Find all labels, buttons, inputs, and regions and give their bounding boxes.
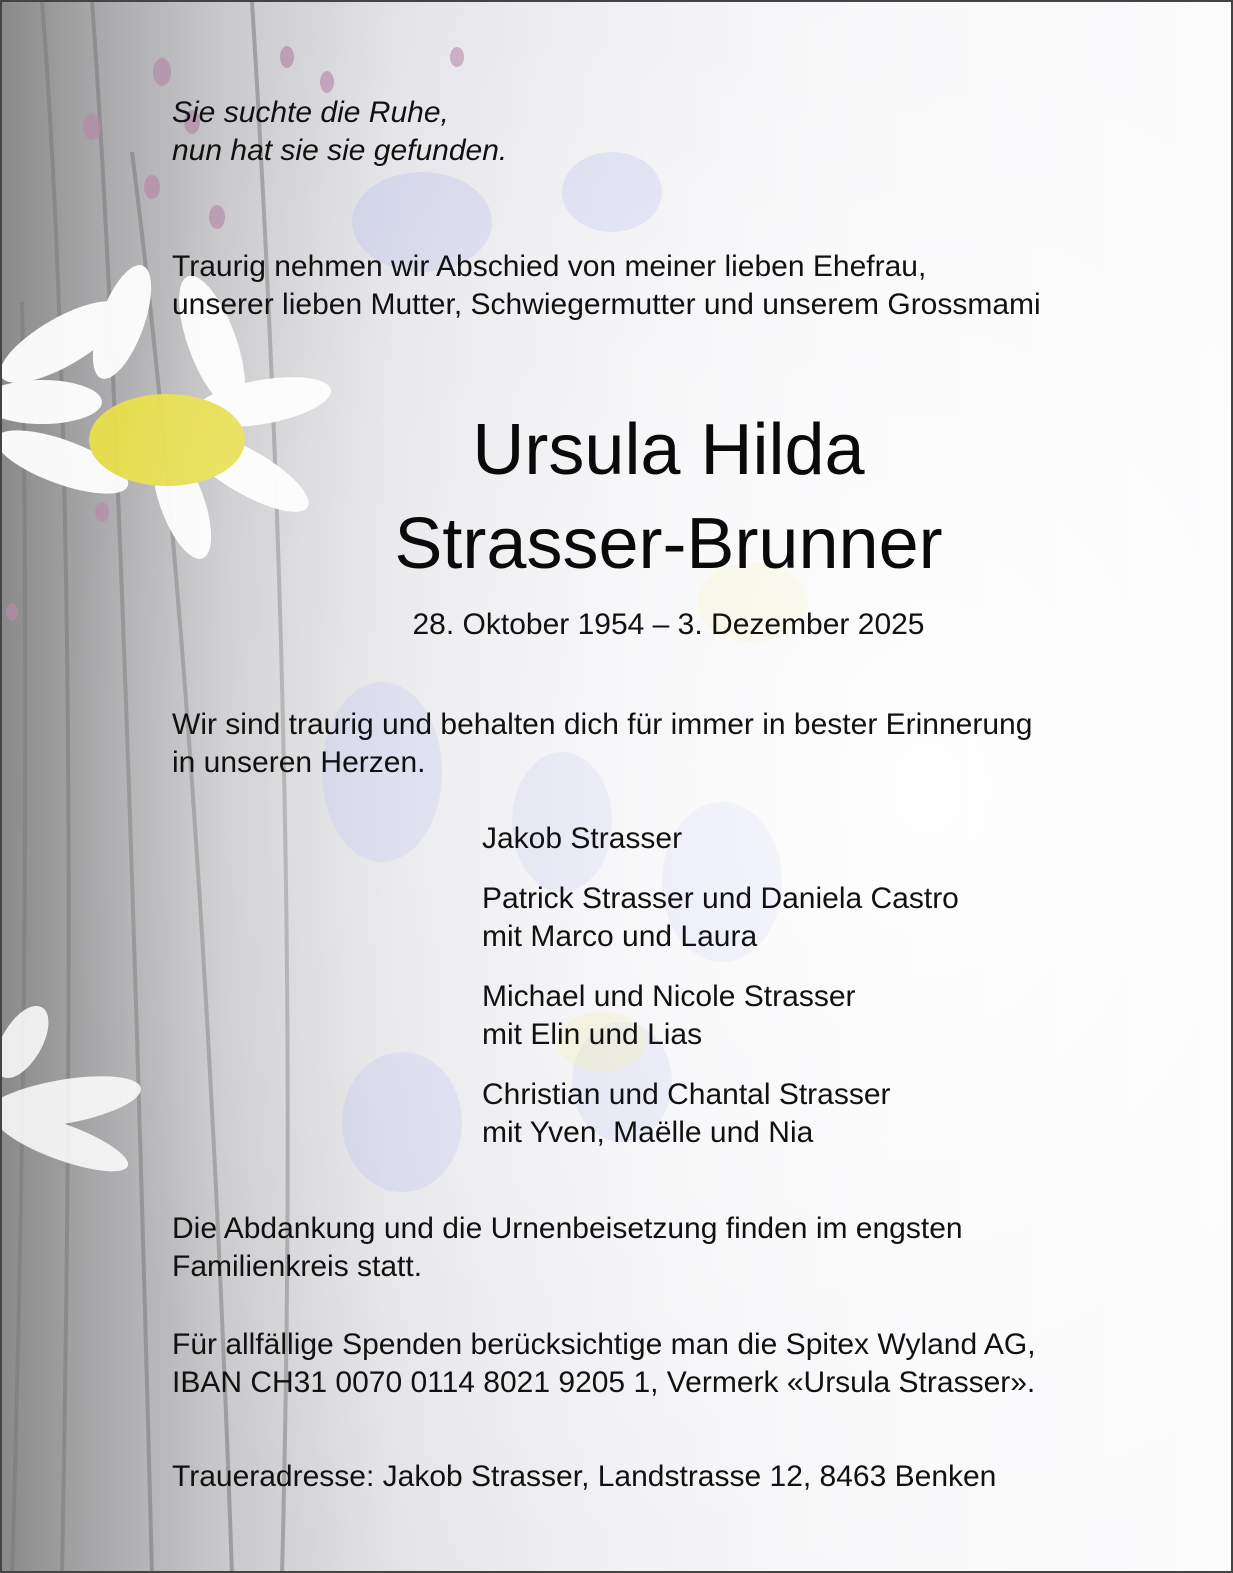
deceased-first-names: Ursula Hilda xyxy=(472,410,865,490)
family-member xyxy=(482,978,959,1054)
motto-line-2: nun hat sie sie gefunden. xyxy=(172,134,508,167)
intro-text xyxy=(172,248,1041,324)
family-member-line-2: mit Elin und Lias xyxy=(482,1018,703,1051)
donation-line-1: Für allfällige Spenden berücksichtige man die Spitex Wyland AG, xyxy=(172,1328,1036,1361)
remembrance-line-2: in unseren Herzen. xyxy=(172,746,426,779)
mourning-address: Traueradresse: Jakob Strasser, Landstrasse 12, 8463 Benken xyxy=(172,1460,997,1493)
remembrance-line-1: Wir sind traurig und behalten dich für immer in bester Erinnerung xyxy=(172,708,1033,741)
family-member xyxy=(482,820,959,858)
donation-line-2: IBAN CH31 0070 0114 8021 9205 1, Vermerk «Ursula Strasser». xyxy=(172,1366,1036,1399)
family-member-line-1: Christian und Chantal Strasser xyxy=(482,1078,891,1111)
family-member-line-1: Michael und Nicole Strasser xyxy=(482,980,856,1013)
remembrance-text xyxy=(172,706,1032,782)
family-member-line-2: mit Marco und Laura xyxy=(482,920,758,953)
family-member xyxy=(482,880,959,956)
family-member-line-1: Jakob Strasser xyxy=(482,822,683,855)
family-member-line-2: mit Yven, Maëlle und Nia xyxy=(482,1116,814,1149)
life-dates: 28. Oktober 1954 – 3. Dezember 2025 xyxy=(412,608,925,641)
motto-line-1: Sie suchte die Ruhe, xyxy=(172,96,449,129)
intro-line-2: unserer lieben Mutter, Schwiegermutter und unserem Grossmami xyxy=(172,288,1041,321)
ceremony-line-1: Die Abdankung und die Urnenbeisetzung finden im engsten xyxy=(172,1212,963,1245)
intro-line-1: Traurig nehmen wir Abschied von meiner lieben Ehefrau, xyxy=(172,250,927,283)
ceremony-line-2: Familienkreis statt. xyxy=(172,1250,423,1283)
family-member-line-1: Patrick Strasser und Daniela Castro xyxy=(482,882,959,915)
family-list xyxy=(482,820,959,1174)
ceremony-text xyxy=(172,1210,963,1286)
donation-text xyxy=(172,1326,1036,1402)
motto-text xyxy=(172,94,507,170)
deceased-surname: Strasser-Brunner xyxy=(394,504,943,584)
family-member xyxy=(482,1076,959,1152)
